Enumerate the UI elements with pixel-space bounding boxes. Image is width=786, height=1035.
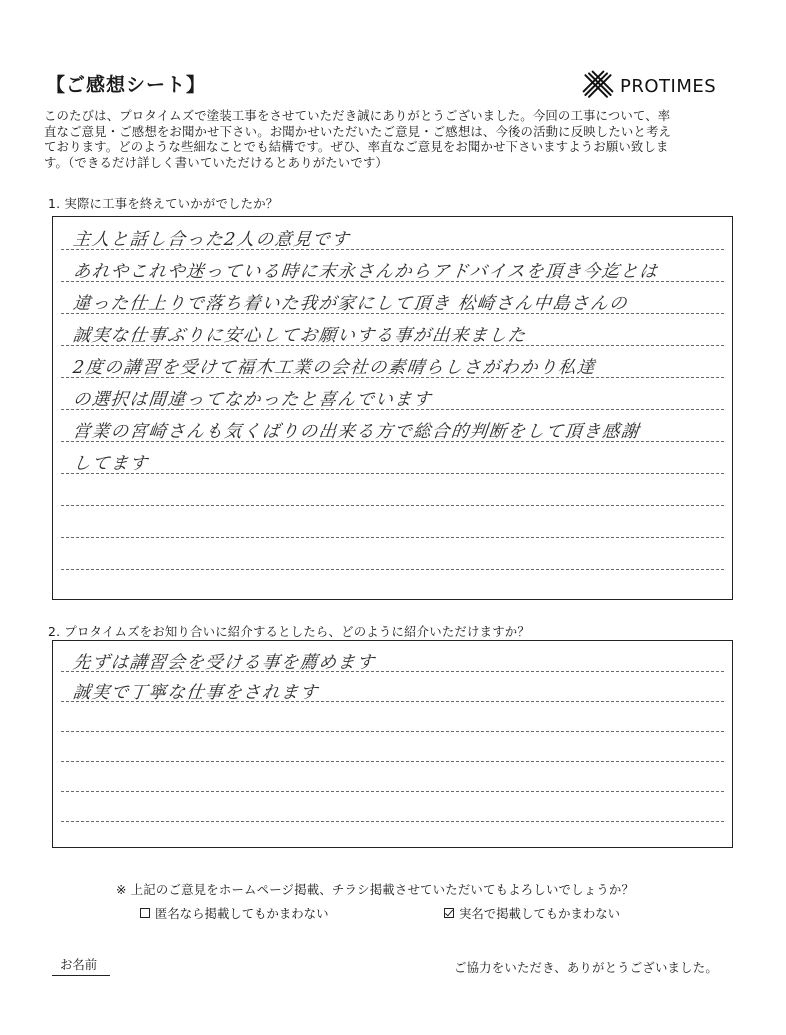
name-label: お名前 bbox=[52, 955, 110, 976]
ruled-line bbox=[61, 473, 724, 474]
protimes-logo-icon bbox=[580, 68, 616, 104]
handwritten-line: 違った仕上りで落ち着いた我が家にして頂き 松崎さん中島さんの bbox=[71, 294, 629, 314]
intro-text bbox=[44, 108, 744, 170]
ruled-line bbox=[61, 731, 724, 732]
option-realname-label: 実名で掲載してもかまわない bbox=[459, 906, 621, 921]
question-1-label: 1. 実際に工事を終えていかがでしたか？ bbox=[48, 196, 279, 211]
option-anonymous[interactable] bbox=[140, 904, 328, 922]
handwritten-line: 営業の宮崎さんも気くばりの出来る方で総合的判断をして頂き感謝 bbox=[71, 422, 641, 442]
ruled-line bbox=[61, 537, 724, 538]
checkbox-unchecked-icon[interactable] bbox=[140, 908, 150, 918]
handwritten-line: の選択は間違ってなかったと喜んでいます bbox=[71, 390, 434, 410]
ruled-line bbox=[61, 761, 724, 762]
handwritten-line: 誠実な仕事ぶりに安心してお願いする事が出来ました bbox=[71, 326, 528, 346]
handwritten-line: 誠実で丁寧な仕事をされます bbox=[71, 683, 320, 703]
handwritten-line: あれやこれや迷っている時に末永さんからアドバイスを頂き今迄とは bbox=[71, 262, 660, 282]
ruled-line bbox=[61, 569, 724, 570]
question-2-label: 2. プロタイムズをお知り合いに紹介するとしたら、どのように紹介いただけますか？ bbox=[48, 624, 530, 639]
answer-1-box bbox=[52, 216, 733, 600]
checkbox-checked-icon[interactable] bbox=[444, 908, 454, 918]
handwritten-line: 先ずは講習会を受ける事を薦めます bbox=[71, 653, 377, 673]
answer-2-box bbox=[52, 640, 733, 848]
ruled-line bbox=[61, 505, 724, 506]
thanks-message: ご協力をいただき、ありがとうございました。 bbox=[454, 960, 718, 975]
handwritten-line: してます bbox=[71, 454, 150, 474]
page-title: 【ご感想シート】 bbox=[46, 74, 207, 96]
ruled-line bbox=[61, 791, 724, 792]
brand-name: PROTIMES bbox=[620, 75, 717, 97]
brand-logo bbox=[580, 66, 740, 106]
intro-line: す。（できるだけ詳しく書いていただけるとありがたいです） bbox=[44, 154, 388, 170]
option-realname[interactable] bbox=[444, 904, 620, 922]
intro-line: このたびは、プロタイムズで塗装工事をさせていただき誠にありがとうございました。今回の工事について、率 bbox=[44, 108, 671, 123]
option-anonymous-label: 匿名なら掲載してもかまわない bbox=[155, 906, 329, 921]
handwritten-line: 主人と話し合った2人の意見です bbox=[71, 230, 352, 250]
ruled-line bbox=[61, 821, 724, 822]
handwritten-line: 2度の講習を受けて福木工業の会社の素晴らしさがわかり私達 bbox=[71, 358, 597, 378]
consent-question: ※ 上記のご意見をホームページ掲載、チラシ掲載させていただいてもよろしいでしょうか？ bbox=[116, 882, 635, 897]
intro-line: 直なご意見・ご感想をお聞かせ下さい。お聞かせいただいたご意見・ご感想は、今後の活動に反映したいと考え bbox=[44, 123, 672, 139]
intro-line: ております。どのような些細なことでも結構です。ぜひ、率直なご意見をお聞かせ下さいますようお願い致しま bbox=[44, 139, 669, 154]
